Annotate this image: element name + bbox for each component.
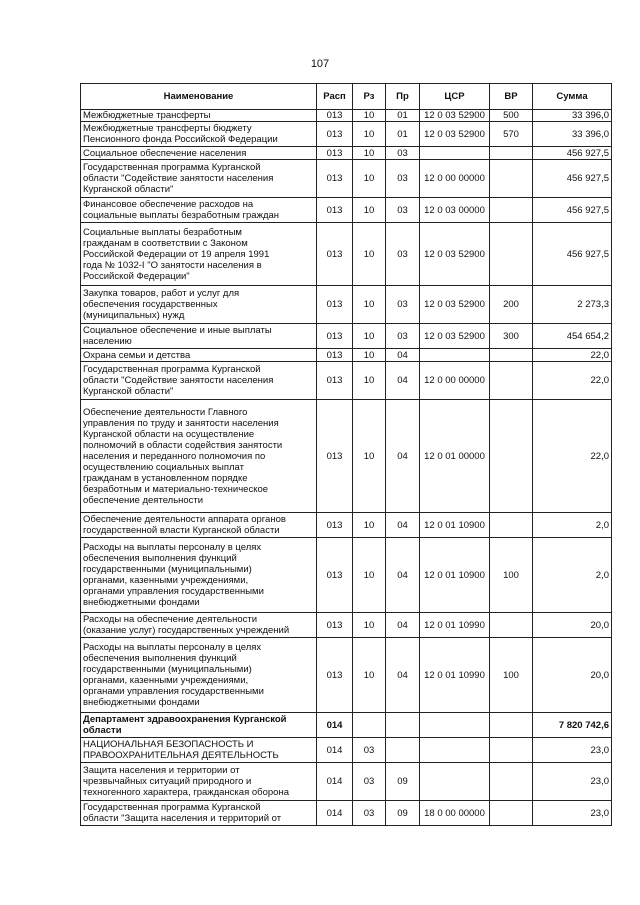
cell-name-line: государственной власти Курганской области	[83, 525, 280, 536]
cell-name	[81, 763, 317, 801]
cell-csr: 18 0 00 00000	[420, 801, 490, 826]
cell-rasp: 014	[317, 738, 353, 763]
page-number: 107	[310, 58, 330, 70]
table-row	[81, 400, 612, 513]
cell-rasp: 013	[317, 110, 353, 122]
cell-name-line: Обеспечение деятельности Главного	[83, 406, 248, 418]
cell-pr: 03	[386, 286, 420, 324]
table-row	[81, 801, 612, 826]
cell-pr	[386, 713, 420, 738]
cell-name-line: (оказание услуг) государственных учреждений	[83, 625, 290, 636]
cell-csr: 12 0 00 00000	[420, 160, 490, 198]
cell-sum: 456 927,5	[533, 223, 612, 286]
cell-rz: 10	[353, 110, 386, 122]
cell-name-line: Расходы на обеспечение деятельности	[83, 614, 258, 625]
cell-name-line: Охрана семьи и детства	[83, 349, 191, 361]
cell-name-line: населению	[83, 336, 132, 347]
cell-vr	[490, 613, 533, 638]
cell-name-line: осуществлению социальных выплат	[83, 461, 244, 473]
cell-name-line: области "Защита населения и территорий от	[83, 813, 282, 824]
cell-vr	[490, 147, 533, 160]
column-header-rasp: Расп	[317, 84, 353, 110]
cell-name	[81, 738, 317, 763]
cell-vr: 300	[490, 324, 533, 349]
cell-sum: 2,0	[533, 538, 612, 613]
column-header-vr: ВР	[490, 84, 533, 110]
cell-name-line: области "Содействие занятости населения	[83, 173, 274, 184]
cell-sum: 23,0	[533, 763, 612, 801]
cell-rz: 10	[353, 538, 386, 613]
cell-name	[81, 198, 317, 223]
cell-csr	[420, 147, 490, 160]
cell-name	[81, 110, 317, 122]
cell-rz: 10	[353, 160, 386, 198]
cell-rz: 10	[353, 147, 386, 160]
cell-csr	[420, 738, 490, 763]
cell-name-line: Государственная программа Курганской	[83, 802, 261, 813]
cell-pr: 03	[386, 223, 420, 286]
cell-name	[81, 286, 317, 324]
cell-rz: 10	[353, 400, 386, 513]
cell-rasp: 013	[317, 362, 353, 400]
cell-name	[81, 513, 317, 538]
cell-name-line: государственными (муниципальными)	[83, 564, 252, 575]
cell-pr: 04	[386, 513, 420, 538]
cell-name-line: обеспечение деятельности	[83, 494, 204, 506]
cell-sum: 20,0	[533, 638, 612, 713]
table-row	[81, 763, 612, 801]
cell-rasp: 013	[317, 538, 353, 613]
cell-name-line: внебюджетными фондами	[83, 697, 200, 708]
column-header-sum: Сумма	[533, 84, 612, 110]
cell-csr: 12 0 03 52900	[420, 286, 490, 324]
cell-rz: 10	[353, 198, 386, 223]
cell-name-line: Социальное обеспечение и иные выплаты	[83, 325, 272, 336]
cell-rz: 10	[353, 362, 386, 400]
cell-sum: 22,0	[533, 400, 612, 513]
cell-csr: 12 0 01 00000	[420, 400, 490, 513]
cell-name-line: Межбюджетные трансферты	[83, 110, 211, 121]
cell-name	[81, 122, 317, 147]
cell-rasp: 013	[317, 613, 353, 638]
cell-name	[81, 160, 317, 198]
cell-name-line: Российской Федерации"	[83, 270, 190, 282]
cell-csr: 12 0 01 10900	[420, 513, 490, 538]
cell-sum: 22,0	[533, 349, 612, 362]
cell-vr	[490, 223, 533, 286]
cell-name-line: области "Содействие занятости населения	[83, 375, 274, 386]
cell-rz: 03	[353, 763, 386, 801]
cell-vr: 200	[490, 286, 533, 324]
cell-csr: 12 0 03 52900	[420, 110, 490, 122]
cell-name	[81, 362, 317, 400]
cell-rz: 10	[353, 324, 386, 349]
table-row	[81, 538, 612, 613]
table-row	[81, 223, 612, 286]
cell-name-line: полномочий в области содействия занятости	[83, 439, 283, 451]
cell-rasp: 013	[317, 513, 353, 538]
cell-vr	[490, 362, 533, 400]
cell-name-line: Защита населения и территории от	[83, 765, 240, 776]
cell-csr: 12 0 01 10990	[420, 638, 490, 713]
cell-rz: 03	[353, 801, 386, 826]
table-row	[81, 122, 612, 147]
cell-name-line: гражданам в соответствии с Законом	[83, 237, 248, 249]
cell-sum: 23,0	[533, 738, 612, 763]
cell-name-line: органами, казенными учреждениями,	[83, 675, 249, 686]
cell-csr: 12 0 00 00000	[420, 362, 490, 400]
column-header-pr: Пр	[386, 84, 420, 110]
cell-rasp: 014	[317, 713, 353, 738]
cell-pr: 04	[386, 538, 420, 613]
cell-sum: 2 273,3	[533, 286, 612, 324]
cell-name-line: социальные выплаты безработным граждан	[83, 210, 280, 221]
cell-pr: 01	[386, 110, 420, 122]
cell-vr	[490, 198, 533, 223]
table-body	[81, 110, 612, 826]
cell-name-line: (муниципальных) нужд	[83, 310, 185, 321]
cell-rz: 10	[353, 513, 386, 538]
cell-name-line: органами управления государственными	[83, 686, 264, 697]
table-row	[81, 638, 612, 713]
cell-pr: 01	[386, 122, 420, 147]
cell-sum: 7 820 742,6	[533, 713, 612, 738]
cell-name-line: органами управления государственными	[83, 586, 264, 597]
cell-name-line: Социальное обеспечение населения	[83, 147, 247, 159]
cell-name	[81, 223, 317, 286]
table-row	[81, 613, 612, 638]
cell-rz: 03	[353, 738, 386, 763]
cell-sum: 33 396,0	[533, 122, 612, 147]
cell-name-line: техногенного характера, гражданская оборона	[83, 787, 289, 798]
cell-sum: 456 927,5	[533, 147, 612, 160]
table-row	[81, 110, 612, 122]
cell-name	[81, 349, 317, 362]
cell-csr	[420, 713, 490, 738]
cell-sum: 456 927,5	[533, 160, 612, 198]
table-row	[81, 198, 612, 223]
column-header-rz: Рз	[353, 84, 386, 110]
cell-sum: 33 396,0	[533, 110, 612, 122]
cell-name-line: безработным и материально-техническое	[83, 483, 269, 495]
cell-pr: 04	[386, 613, 420, 638]
cell-name-line: органами, казенными учреждениями,	[83, 575, 249, 586]
cell-vr	[490, 349, 533, 362]
cell-vr	[490, 513, 533, 538]
cell-name-line: Российской Федерации от 19 апреля 1991	[83, 248, 270, 260]
cell-rz: 10	[353, 638, 386, 713]
cell-vr	[490, 801, 533, 826]
cell-name-line: Социальные выплаты безработным	[83, 226, 242, 238]
cell-pr: 09	[386, 763, 420, 801]
table-row	[81, 713, 612, 738]
cell-name-line: Пенсионного фонда Российской Федерации	[83, 134, 278, 145]
cell-vr	[490, 400, 533, 513]
table-row	[81, 513, 612, 538]
cell-name	[81, 638, 317, 713]
cell-rasp: 013	[317, 147, 353, 160]
cell-vr: 500	[490, 110, 533, 122]
cell-name-line: Курганской области на осуществление	[83, 428, 255, 440]
cell-vr: 570	[490, 122, 533, 147]
cell-rasp: 013	[317, 223, 353, 286]
cell-rasp: 013	[317, 122, 353, 147]
cell-csr	[420, 763, 490, 801]
table-row	[81, 286, 612, 324]
table-row	[81, 147, 612, 160]
cell-name-line: чрезвычайных ситуаций природного и	[83, 776, 252, 787]
cell-pr: 09	[386, 801, 420, 826]
cell-rz: 10	[353, 223, 386, 286]
cell-vr	[490, 160, 533, 198]
cell-rz	[353, 713, 386, 738]
cell-name-line: Обеспечение деятельности аппарата органов	[83, 514, 286, 525]
cell-vr: 100	[490, 538, 533, 613]
cell-name-line: НАЦИОНАЛЬНАЯ БЕЗОПАСНОСТЬ И	[83, 739, 254, 750]
column-header-name: Наименование	[81, 84, 317, 110]
cell-rasp: 014	[317, 801, 353, 826]
cell-name-line: Департамент здравоохранения Курганской	[83, 714, 287, 725]
cell-pr: 03	[386, 324, 420, 349]
cell-name	[81, 713, 317, 738]
cell-name-line: Финансовое обеспечение расходов на	[83, 199, 254, 210]
cell-rasp: 013	[317, 286, 353, 324]
cell-csr: 12 0 03 52900	[420, 122, 490, 147]
cell-name-line: гражданам в установленном порядке	[83, 472, 248, 484]
cell-rz: 10	[353, 286, 386, 324]
cell-rasp: 013	[317, 349, 353, 362]
cell-sum: 454 654,2	[533, 324, 612, 349]
cell-name-line: населения и переданного полномочия по	[83, 450, 266, 462]
cell-name-line: управления по труду и занятости населения	[83, 417, 279, 429]
cell-name-line: внебюджетными фондами	[83, 597, 200, 608]
cell-rasp: 013	[317, 638, 353, 713]
cell-vr	[490, 763, 533, 801]
cell-csr: 12 0 03 00000	[420, 198, 490, 223]
cell-csr: 12 0 03 52900	[420, 324, 490, 349]
cell-sum: 2,0	[533, 513, 612, 538]
cell-sum: 23,0	[533, 801, 612, 826]
cell-name	[81, 324, 317, 349]
cell-name	[81, 801, 317, 826]
cell-sum: 20,0	[533, 613, 612, 638]
cell-name-line: Расходы на выплаты персоналу в целях	[83, 542, 262, 553]
column-header-csr: ЦСР	[420, 84, 490, 110]
cell-name-line: Курганской области"	[83, 386, 174, 397]
cell-name-line: Межбюджетные трансферты бюджету	[83, 123, 252, 134]
cell-name-line: Государственная программа Курганской	[83, 162, 261, 173]
cell-rasp: 013	[317, 198, 353, 223]
cell-rz: 10	[353, 122, 386, 147]
cell-name-line: государственными (муниципальными)	[83, 664, 252, 675]
cell-sum: 456 927,5	[533, 198, 612, 223]
cell-rasp: 013	[317, 160, 353, 198]
table-row	[81, 349, 612, 362]
cell-pr: 04	[386, 638, 420, 713]
table-row	[81, 324, 612, 349]
cell-vr	[490, 713, 533, 738]
cell-name	[81, 147, 317, 160]
cell-name-line: обеспечения государственных	[83, 299, 218, 310]
cell-name	[81, 400, 317, 513]
cell-rasp: 013	[317, 324, 353, 349]
cell-name-line: Расходы на выплаты персоналу в целях	[83, 642, 262, 653]
cell-name-line: Закупка товаров, работ и услуг для	[83, 288, 240, 299]
cell-pr: 03	[386, 147, 420, 160]
cell-name-line: Курганской области"	[83, 184, 174, 195]
cell-sum: 22,0	[533, 362, 612, 400]
budget-table	[80, 83, 612, 826]
cell-name-line: обеспечения выполнения функций	[83, 553, 237, 564]
cell-name	[81, 538, 317, 613]
cell-pr: 04	[386, 349, 420, 362]
cell-csr: 12 0 01 10990	[420, 613, 490, 638]
cell-name	[81, 613, 317, 638]
cell-rz: 10	[353, 349, 386, 362]
cell-pr: 04	[386, 400, 420, 513]
table-row	[81, 738, 612, 763]
cell-pr	[386, 738, 420, 763]
cell-vr	[490, 738, 533, 763]
cell-rasp: 014	[317, 763, 353, 801]
cell-csr: 12 0 01 10900	[420, 538, 490, 613]
table-row	[81, 160, 612, 198]
cell-rz: 10	[353, 613, 386, 638]
table-header-row	[81, 84, 612, 110]
cell-pr: 03	[386, 198, 420, 223]
cell-pr: 04	[386, 362, 420, 400]
cell-csr: 12 0 03 52900	[420, 223, 490, 286]
cell-csr	[420, 349, 490, 362]
cell-name-line: ПРАВООХРАНИТЕЛЬНАЯ ДЕЯТЕЛЬНОСТЬ	[83, 750, 279, 761]
cell-rasp: 013	[317, 400, 353, 513]
cell-pr: 03	[386, 160, 420, 198]
cell-vr: 100	[490, 638, 533, 713]
table-row	[81, 362, 612, 400]
cell-name-line: обеспечения выполнения функций	[83, 653, 237, 664]
cell-name-line: года № 1032-I "О занятости населения в	[83, 259, 262, 271]
cell-name-line: Государственная программа Курганской	[83, 364, 261, 375]
cell-name-line: области	[83, 725, 122, 736]
